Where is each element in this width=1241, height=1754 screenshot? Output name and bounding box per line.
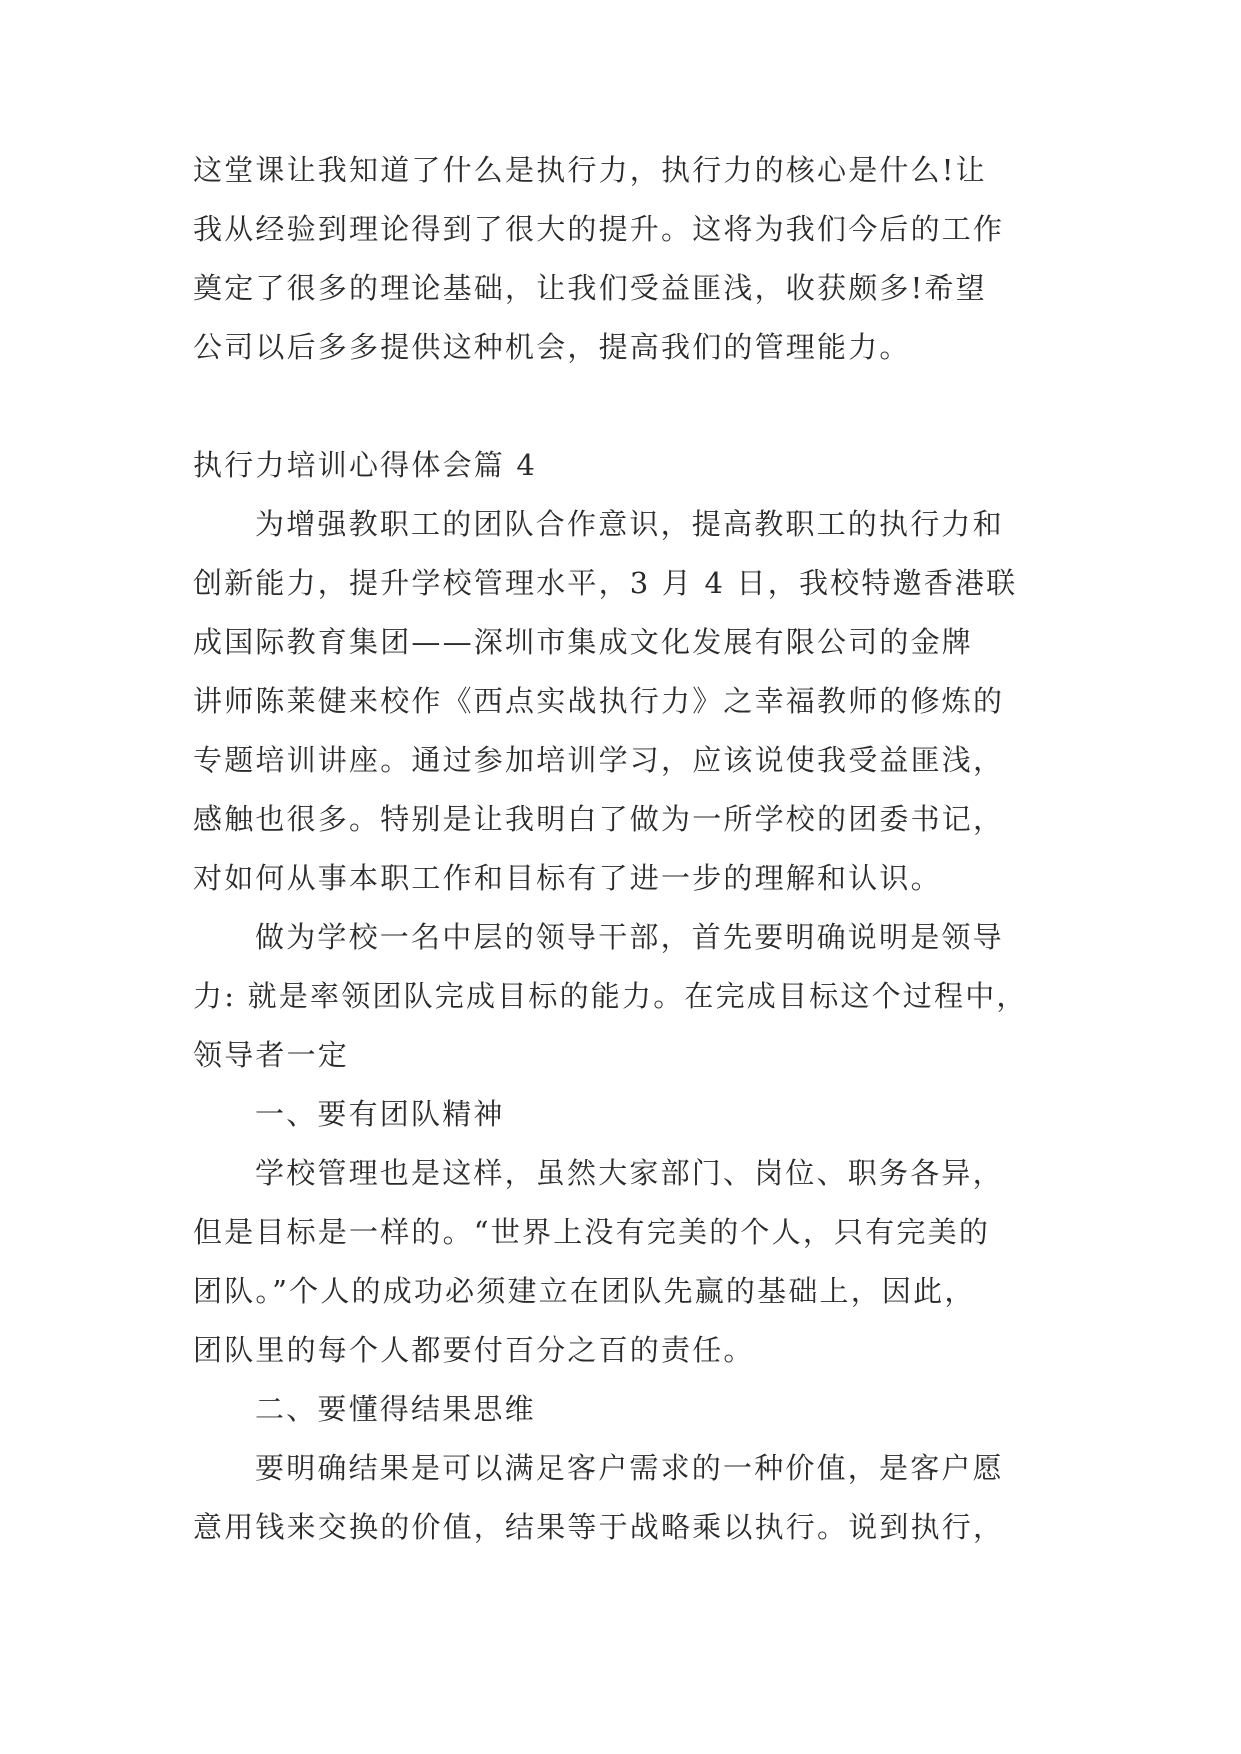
intro-line-4: 公司以后多多提供这种机会，提高我们的管理能力。 [193, 330, 911, 364]
paragraph-1-line-3: 成国际教育集团——深圳市集成文化发展有限公司的金牌 [193, 625, 974, 659]
paragraph-1-line-1: 为增强教职工的团队合作意识，提高教职工的执行力和 [255, 507, 1004, 541]
intro-line-3: 奠定了很多的理论基础，让我们受益匪浅，收获颇多!希望 [193, 271, 987, 305]
paragraph-4-line-2: 意用钱来交换的价值，结果等于战略乘以执行。说到执行， [193, 1510, 1005, 1544]
section-title: 执行力培训心得体会篇 4 [193, 448, 538, 482]
paragraph-2-line-2: 力: 就是率领团队完成目标的能力。在完成目标这个过程中， [193, 979, 1028, 1013]
paragraph-1-line-5: 专题培训讲座。通过参加培训学习，应该说使我受益匪浅， [193, 743, 1005, 777]
paragraph-3-line-3: 团队。”个人的成功必须建立在团队先赢的基础上，因此， [193, 1274, 976, 1308]
paragraph-4-line-1: 要明确结果是可以满足客户需求的一种价值，是客户愿 [255, 1451, 1004, 1485]
paragraph-3-line-2: 但是目标是一样的。“世界上没有完美的个人，只有完美的 [193, 1215, 991, 1249]
paragraph-3-line-1: 学校管理也是这样，虽然大家部门、岗位、职务各异， [255, 1156, 1004, 1190]
paragraph-1-line-2: 创新能力，提升学校管理水平，3 月 4 日，我校特邀香港联 [193, 566, 1018, 600]
paragraph-3-line-4: 团队里的每个人都要付百分之百的责任。 [193, 1333, 755, 1367]
paragraph-2-line-3: 领导者一定 [193, 1038, 350, 1072]
paragraph-1-line-7: 对如何从事本职工作和目标有了进一步的理解和认识。 [193, 861, 942, 895]
paragraph-2-line-1: 做为学校一名中层的领导干部，首先要明确说明是领导 [255, 920, 1004, 954]
intro-line-1: 这堂课让我知道了什么是执行力，执行力的核心是什么!让 [193, 153, 987, 187]
heading-team-spirit: 一、要有团队精神 [255, 1097, 505, 1131]
paragraph-1-line-6: 感触也很多。特别是让我明白了做为一所学校的团委书记， [193, 802, 1005, 836]
intro-line-2: 我从经验到理论得到了很大的提升。这将为我们今后的工作 [193, 212, 1005, 246]
paragraph-1-line-4: 讲师陈莱健来校作《西点实战执行力》之幸福教师的修炼的 [193, 684, 1005, 718]
heading-result-thinking: 二、要懂得结果思维 [255, 1392, 536, 1426]
